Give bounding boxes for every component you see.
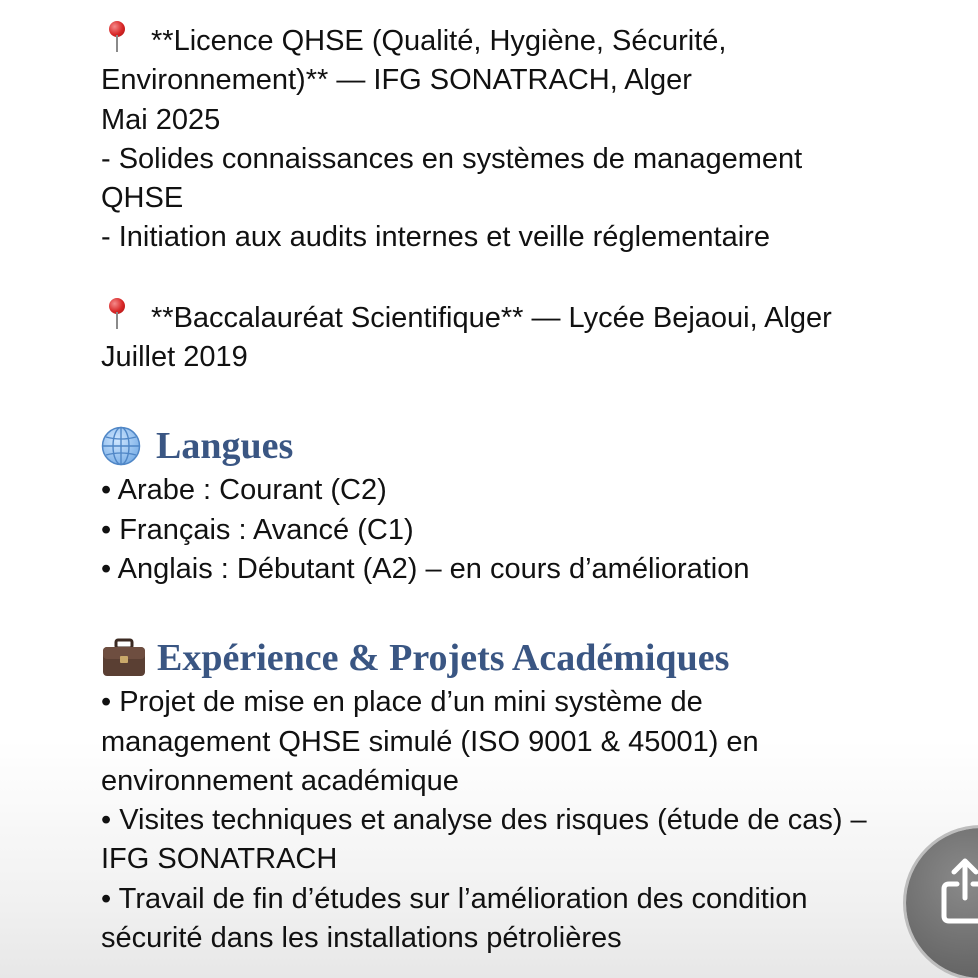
education-entry-baccalaureat: [101, 297, 978, 378]
section-title: Langues: [156, 425, 294, 468]
share-icon: [940, 858, 978, 924]
education-title-line: **Baccalauréat Scientifique** — Lycée Bejaoui, Alger: [101, 297, 978, 338]
document-content: [101, 20, 978, 958]
section-title: Expérience & Projets Académiques: [157, 637, 730, 680]
experience-item: management QHSE simulé (ISO 9001 & 45001) en: [101, 725, 759, 758]
experience-section: [101, 633, 978, 958]
section-heading-languages: [101, 421, 978, 471]
education-detail: QHSE: [101, 182, 184, 215]
briefcase-icon: [101, 638, 147, 678]
pin-icon: [101, 297, 133, 331]
globe-icon: [101, 426, 141, 466]
language-item: • Anglais : Débutant (A2) – en cours d’amélioration: [101, 552, 750, 585]
language-item: • Arabe : Courant (C2): [101, 474, 387, 507]
education-detail: - Initiation aux audits internes et veille réglementaire: [101, 221, 770, 254]
experience-item: IFG SONATRACH: [101, 843, 338, 876]
experience-item: • Travail de fin d’études sur l’amélioration des condition: [101, 882, 808, 915]
pin-icon: [101, 20, 133, 54]
education-entry-licence: [101, 20, 978, 258]
education-date: Juillet 2019: [101, 341, 248, 374]
languages-section: [101, 421, 978, 589]
education-detail: - Solides connaissances en systèmes de management: [101, 142, 803, 175]
education-title-line: **Licence QHSE (Qualité, Hygiène, Sécurité,: [101, 20, 978, 61]
education-text-line: Environnement)** — IFG SONATRACH, Alger: [101, 64, 692, 97]
experience-item: environnement académique: [101, 764, 459, 797]
language-item: • Français : Avancé (C1): [101, 513, 414, 546]
section-heading-experience: [101, 633, 978, 683]
experience-item: sécurité dans les installations pétrolières: [101, 922, 622, 955]
experience-item: • Projet de mise en place d’un mini système de: [101, 686, 703, 719]
education-date: Mai 2025: [101, 103, 221, 136]
experience-item: • Visites techniques et analyse des risques (étude de cas) –: [101, 804, 867, 837]
